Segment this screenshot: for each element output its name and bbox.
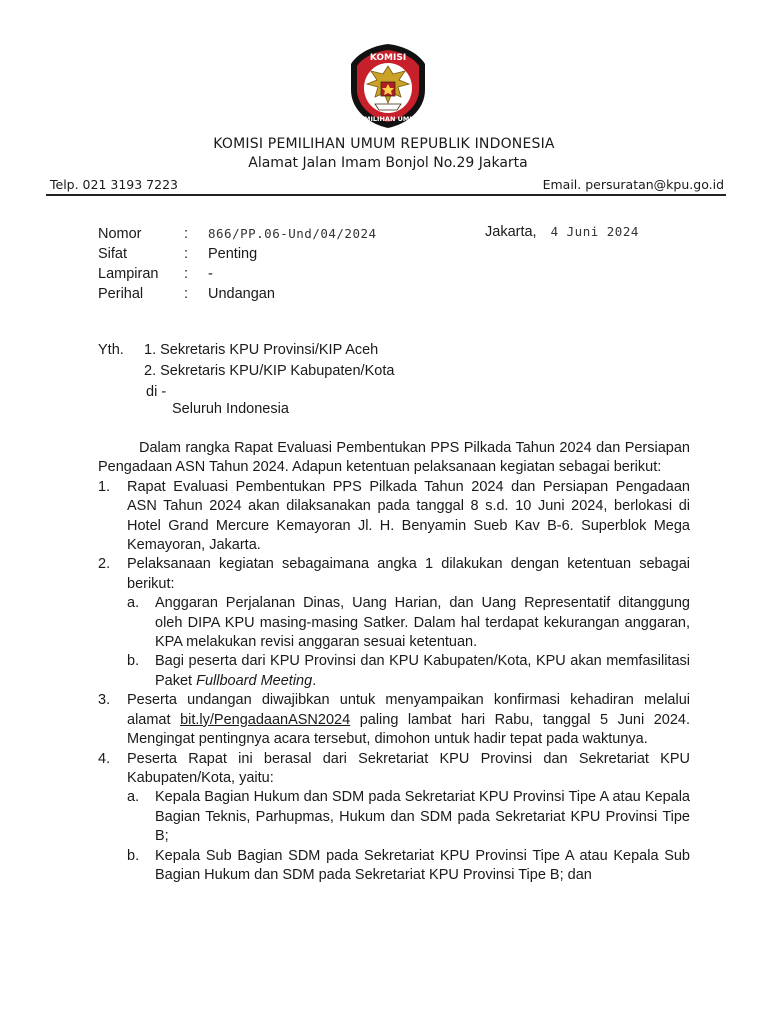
addressee-destination: Seluruh Indonesia (172, 401, 289, 417)
email-address: Email. persuratan@kpu.go.id (542, 177, 724, 192)
addressee-label: Yth. (98, 342, 124, 358)
nomor-value: 866/PP.06-Und/04/2024 (208, 226, 377, 241)
registration-link[interactable]: bit.ly/PengadaanASN2024 (180, 711, 351, 728)
text-prefix: Peserta undangan diwajibkan untuk menyampaikan konfirmasi kehadiran melalui alamat (127, 692, 690, 728)
organization-name: KOMISI PEMILIHAN UMUM REPUBLIK INDONESIA (213, 136, 555, 152)
item-number: 1. (98, 478, 111, 495)
provision-item-1 (98, 478, 690, 556)
perihal-value: Undangan (208, 286, 275, 302)
letter-body (98, 439, 690, 885)
text-suffix: paling lambat hari Rabu, tanggal 5 Juni 2024. Mengingat pentingnya acara tersebut, dimohon untuk hadir tepat pada waktunya. (127, 711, 690, 748)
lampiran-label: Lampiran (98, 266, 159, 282)
sub-item-text: Kepala Bagian Hukum dan SDM pada Sekretariat KPU Provinsi Tipe A atau Kepala Bagian Teknis, Parhupmas, Hukum dan SDM pada Sekretariat KPU Provinsi Tipe B; (155, 789, 690, 845)
provision-item-3 (98, 691, 690, 749)
item-text: Peserta Rapat ini berasal dari Sekretariat KPU Provinsi dan Sekretariat KPU Kabupaten/Kota, yaitu: (127, 750, 690, 786)
sub-letter: b. (127, 847, 140, 864)
addressee-di: di - (146, 384, 167, 400)
item-text (127, 691, 690, 749)
sub-item-text: Anggaran Perjalanan Dinas, Uang Harian, dan Uang Representatif ditanggung oleh DIPA KPU masing-masing Satker. Dalam hal terdapat kekurangan anggaran, KPA melakukan revisi anggaran sesuai ketentuan. (155, 595, 690, 651)
sub-item-4b (127, 847, 690, 886)
sub-item-text: Kepala Sub Bagian SDM pada Sekretariat KPU Provinsi Tipe A atau Kepala Sub Bagian Hukum dan SDM pada Sekretariat KPU Provinsi Tipe B; dan (155, 847, 690, 883)
telephone: Telp. 021 3193 7223 (50, 177, 178, 192)
lampiran-value: - (208, 266, 213, 282)
text-suffix: . (312, 672, 317, 689)
colon: : (184, 286, 189, 302)
letterhead-divider (46, 194, 726, 196)
organization-address: Alamat Jalan Imam Bonjol No.29 Jakarta (248, 155, 528, 171)
sub-letter: a. (127, 595, 140, 612)
item-number: 4. (98, 750, 111, 767)
fullboard-meeting-term: Fullboard Meeting (196, 672, 313, 689)
sub-item-4a (127, 788, 690, 846)
item-text: Pelaksanaan kegiatan sebagaimana angka 1 dilakukan dengan ketentuan sebagai berikut: (127, 556, 690, 592)
kpu-logo (347, 42, 429, 130)
intro-paragraph: Dalam rangka Rapat Evaluasi Pembentukan PPS Pilkada Tahun 2024 dan Persiapan Pengadaan ASN Tahun 2024. Adapun ketentuan pelaksanaan kegiatan sebagai berikut: (98, 440, 690, 476)
colon: : (184, 246, 189, 262)
provisions-list (98, 478, 690, 886)
sub-list (127, 788, 690, 885)
place-date (485, 224, 639, 240)
item-number: 3. (98, 692, 111, 709)
meta-sifat (98, 244, 377, 264)
letter-meta (98, 224, 377, 304)
addressee-line-2: 2. Sekretaris KPU/KIP Kabupaten/Kota (144, 363, 395, 379)
sifat-label: Sifat (98, 246, 128, 262)
provision-item-2 (98, 555, 690, 691)
meta-perihal (98, 284, 377, 304)
item-text: Rapat Evaluasi Pembentukan PPS Pilkada Tahun 2024 dan Persiapan Pengadaan ASN Tahun 2024 akan dilaksanakan pada tanggal 8 s.d. 10 Juni 2024, berlokasi di Hotel Grand Mercure Kemayoran Jl. H. Benyamin Sueb Kav B-6. Superblok Mega Kemayoran, Jakarta. (127, 478, 690, 554)
meta-lampiran (98, 264, 377, 284)
text-prefix: Bagi peserta dari KPU Provinsi dan KPU Kabupaten/Kota, KPU akan memfasilitasi Paket (155, 653, 690, 689)
logo-bottom-text: PEMILIHAN UMUM (354, 115, 422, 123)
sub-item-2a (127, 594, 690, 652)
sub-letter: a. (127, 789, 140, 806)
nomor-label: Nomor (98, 226, 142, 242)
logo-top-text: KOMISI (369, 53, 407, 63)
addressee-line-1: 1. Sekretaris KPU Provinsi/KIP Aceh (144, 342, 379, 358)
sub-item-text (155, 652, 690, 691)
sifat-value: Penting (208, 246, 258, 262)
sub-list (127, 594, 690, 691)
item-number: 2. (98, 556, 111, 573)
provision-item-4 (98, 750, 690, 886)
sub-item-2b (127, 652, 690, 691)
sub-letter: b. (127, 653, 140, 670)
meta-nomor (98, 224, 377, 244)
colon: : (184, 226, 189, 242)
addressee-list (144, 340, 394, 382)
perihal-label: Perihal (98, 286, 144, 302)
place: Jakarta, (485, 224, 537, 240)
letter-date: 4 Juni 2024 (550, 224, 639, 239)
colon: : (184, 266, 189, 282)
